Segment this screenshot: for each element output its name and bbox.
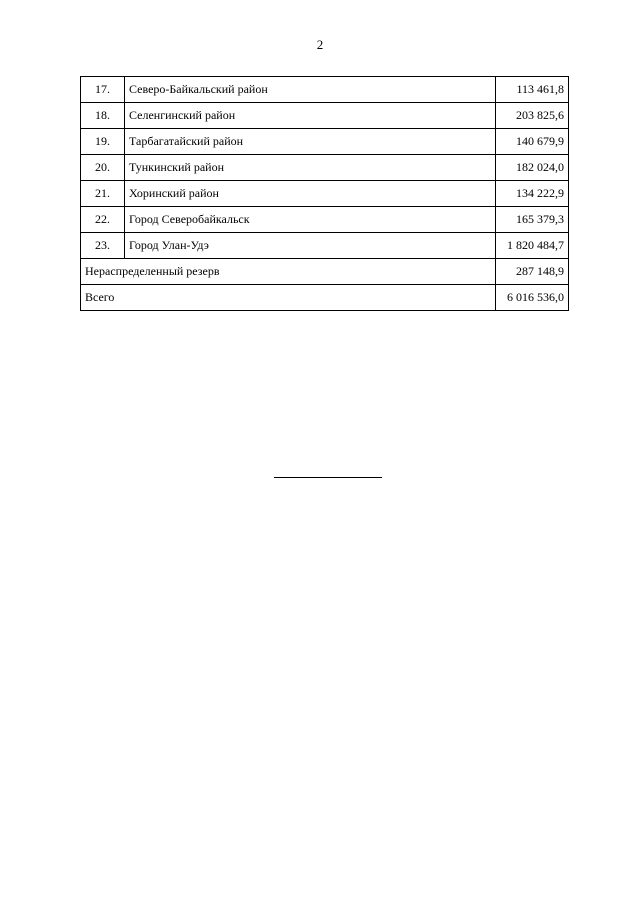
row-number: 17. (81, 77, 125, 103)
row-number: 23. (81, 233, 125, 259)
row-number: 21. (81, 181, 125, 207)
district-name: Тарбагатайский район (125, 129, 496, 155)
district-name: Хоринский район (125, 181, 496, 207)
reserve-row (81, 259, 569, 285)
district-name: Тункинский район (125, 155, 496, 181)
table-row (81, 77, 569, 103)
amount-cell: 182 024,0 (496, 155, 569, 181)
amount-cell: 140 679,9 (496, 129, 569, 155)
district-name: Селенгинский район (125, 103, 496, 129)
total-row (81, 285, 569, 311)
amount-cell: 203 825,6 (496, 103, 569, 129)
row-number: 20. (81, 155, 125, 181)
table-row (81, 207, 569, 233)
table-row (81, 103, 569, 129)
page-number: 2 (316, 37, 324, 52)
table-row (81, 181, 569, 207)
budget-table (80, 76, 569, 311)
row-number: 22. (81, 207, 125, 233)
amount-cell: 165 379,3 (496, 207, 569, 233)
district-name: Город Северобайкальск (125, 207, 496, 233)
total-label: Всего (81, 285, 496, 311)
amount-cell: 134 222,9 (496, 181, 569, 207)
reserve-amount: 287 148,9 (496, 259, 569, 285)
table-row (81, 233, 569, 259)
district-name: Город Улан-Удэ (125, 233, 496, 259)
end-separator-line (274, 477, 382, 478)
row-number: 18. (81, 103, 125, 129)
district-name: Северо-Байкальский район (125, 77, 496, 103)
reserve-label: Нераспределенный резерв (81, 259, 496, 285)
row-number: 19. (81, 129, 125, 155)
total-amount: 6 016 536,0 (496, 285, 569, 311)
table-row (81, 155, 569, 181)
amount-cell: 113 461,8 (496, 77, 569, 103)
table-row (81, 129, 569, 155)
amount-cell: 1 820 484,7 (496, 233, 569, 259)
